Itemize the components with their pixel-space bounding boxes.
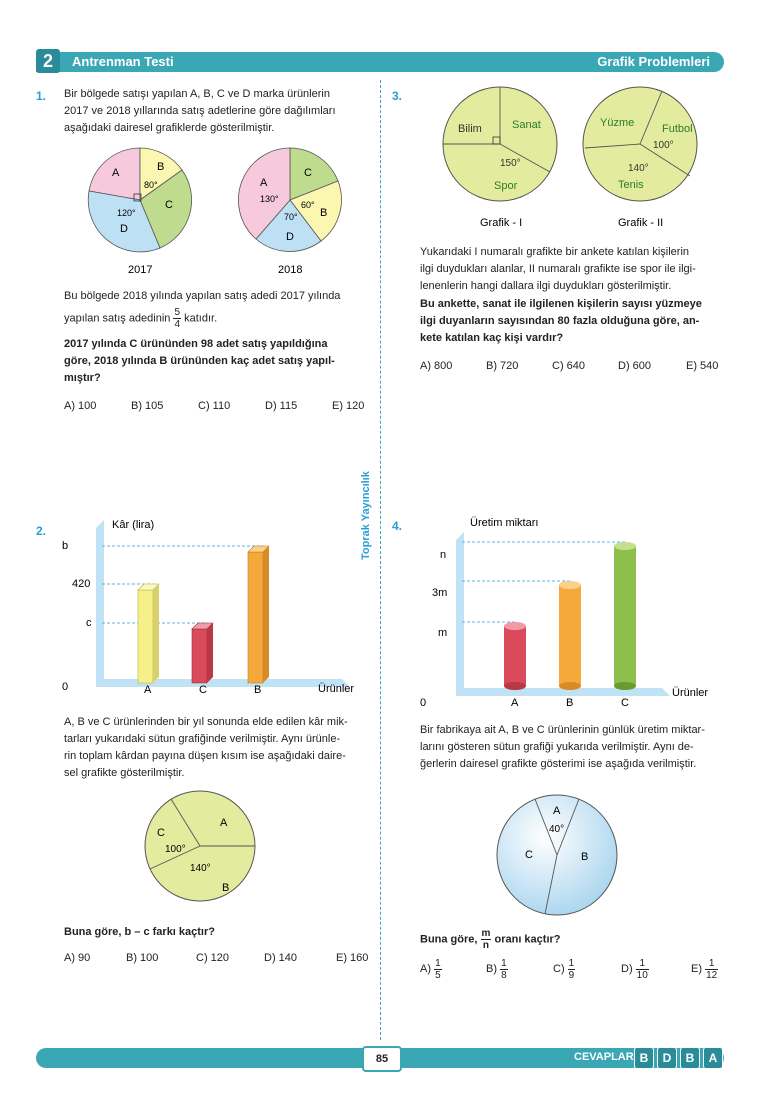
- option-fraction: [500, 958, 508, 981]
- answer-2: D: [657, 1047, 677, 1069]
- q4-fraction: [481, 928, 492, 951]
- y-axis-wall: [96, 520, 104, 687]
- tick-n: n: [440, 549, 447, 561]
- x-axis-label: Ürünler: [318, 683, 355, 695]
- cylinder-c: [614, 542, 636, 690]
- cyl-c-body: [614, 546, 636, 686]
- frac-denominator: 4: [174, 319, 181, 330]
- q4-intro: [420, 722, 730, 773]
- caption-grafik-2: Grafik - II: [618, 217, 664, 229]
- label-sanat: Sanat: [512, 119, 541, 131]
- q4-number: 4.: [392, 519, 403, 533]
- q3-options: [420, 360, 718, 372]
- q1-ratio-text: [64, 288, 369, 330]
- label-tenis: Tenis: [618, 179, 644, 191]
- q4-pie-chart: [495, 792, 625, 922]
- x-axis-floor: [96, 679, 350, 687]
- q4-question-part: Buna göre,: [420, 933, 478, 946]
- year-2018: 2018: [278, 264, 303, 276]
- q4-intro-line: larını gösteren sütun grafiği yukarıda verilmiştir. Aynı de-: [420, 741, 694, 753]
- frac-denominator: 5: [435, 970, 441, 981]
- frac-denominator: 9: [568, 970, 575, 981]
- option-b[interactable]: [486, 958, 553, 981]
- cyl-b-body: [559, 585, 581, 686]
- tick-m: m: [438, 627, 448, 639]
- frac-numerator: m: [481, 928, 491, 939]
- x-label-c: C: [621, 697, 629, 709]
- cylinder-b: [559, 581, 581, 690]
- label-a: A: [553, 805, 561, 817]
- caption-grafik-1: Grafik - I: [480, 217, 523, 229]
- cyl-a-base: [504, 682, 526, 690]
- y-axis-label: Kâr (lira): [112, 519, 155, 531]
- q1-number: 1.: [36, 89, 47, 103]
- pie-2017: [88, 148, 191, 276]
- q1-options: [64, 400, 364, 412]
- option-a[interactable]: A) 800: [420, 360, 453, 372]
- publisher-label: Toprak Yayıncılık: [360, 471, 372, 560]
- x-label-b: B: [566, 697, 574, 709]
- answer-4: A: [703, 1047, 723, 1069]
- angle-100: 100°: [165, 844, 186, 855]
- q3-question: [420, 296, 730, 347]
- q2-options: [64, 952, 368, 964]
- angle-100: 100°: [653, 140, 674, 151]
- q3-intro-line: lenenlerin hangi dallara ilgi duydukları gösterilmiştir.: [420, 280, 672, 292]
- angle-140: 140°: [190, 863, 211, 874]
- q1-text-part: yapılan satış adedinin: [64, 312, 171, 325]
- label-c: C: [157, 827, 165, 839]
- cylinder-a: [504, 622, 526, 690]
- tick-0: 0: [62, 681, 69, 693]
- option-c[interactable]: C) 640: [552, 360, 586, 372]
- header-topic: Grafik Problemleri: [597, 54, 710, 69]
- x-label-a: A: [511, 697, 519, 709]
- x-label-b: B: [254, 684, 262, 696]
- grafik-2: [583, 87, 697, 229]
- option-a[interactable]: A) 100: [64, 400, 97, 412]
- q2-intro-line: A, B ve C ürünlerinden bir yıl sonunda elde edilen kâr mik-: [64, 716, 348, 728]
- angle-40: 40°: [549, 824, 565, 835]
- option-d[interactable]: D) 140: [264, 952, 298, 964]
- q3-question-line: ilgi duyanların sayısından 80 fazla olduğuna göre, an-: [420, 315, 700, 327]
- option-e[interactable]: [691, 958, 718, 981]
- page-header: [36, 52, 724, 72]
- label-b: B: [581, 851, 589, 863]
- tick-3m: 3m: [432, 587, 448, 599]
- frac-denominator: n: [482, 940, 490, 951]
- q4-question: [420, 928, 561, 951]
- q1-intro-line: 2017 ve 2018 yıllarında satış adetlerine göre dağılımları: [64, 105, 336, 117]
- label-bilim: Bilim: [458, 123, 482, 135]
- q3-pie-charts: [440, 84, 710, 234]
- answers-label: CEVAPLAR: [574, 1051, 634, 1063]
- y-axis-wall: [456, 532, 464, 696]
- unit-number: 2: [36, 49, 60, 73]
- q3-number: 3.: [392, 89, 403, 103]
- bar-c-side: [207, 623, 213, 683]
- label-a: A: [112, 167, 120, 179]
- q3-question-line: Bu ankette, sanat ile ilgilenen kişilerin sayısı yüzmeye: [420, 298, 702, 310]
- frac-numerator: 1: [501, 958, 507, 969]
- q2-intro-line: sel grafikte gösterilmiştir.: [64, 767, 185, 779]
- option-b[interactable]: B) 720: [486, 360, 519, 372]
- q1-intro-line: Bir bölgede satışı yapılan A, B, C ve D marka ürünlerin: [64, 88, 330, 100]
- q1-pie-charts: [82, 140, 362, 280]
- cyl-c-top: [614, 542, 636, 550]
- tick-c: c: [86, 617, 92, 629]
- page-number: 85: [362, 1046, 402, 1072]
- tick-420: 420: [72, 578, 91, 590]
- x-axis-label: Ürünler: [672, 687, 709, 699]
- q2-intro-line: tarları yukarıdaki sütun grafiğinde verilmiştir. Aynı ürünle-: [64, 733, 341, 745]
- q1-question-line: 2017 yılında C ürününden 98 adet satış yapıldığına: [64, 338, 328, 350]
- grafik-1: [443, 87, 557, 229]
- pie-2018: [238, 148, 341, 276]
- q2-bar-chart: [60, 515, 370, 700]
- option-d[interactable]: D) 115: [265, 400, 298, 412]
- answer-3: B: [680, 1047, 700, 1069]
- q4-question-part: oranı kaçtır?: [494, 933, 561, 946]
- q4-options: [420, 958, 718, 981]
- q3-intro-line: Yukarıdaki I numaralı grafikte bir ankete katılan kişilerin: [420, 246, 690, 258]
- bar-b-side: [263, 546, 269, 683]
- label-a: A: [260, 177, 268, 189]
- frac-numerator: 5: [174, 307, 181, 318]
- option-c[interactable]: [553, 958, 621, 981]
- q1-intro-line: aşağıdaki dairesel grafiklerde gösterilmiştir.: [64, 122, 275, 134]
- q3-intro-line: ilgi duydukları alanlar, II numaralı grafikte ise spor ile ilgi-: [420, 263, 696, 275]
- option-fraction: [705, 958, 718, 981]
- q1-text-line: Bu bölgede 2018 yılında yapılan satış adedi 2017 yılında: [64, 290, 341, 302]
- option-label: B): [486, 963, 497, 976]
- x-label-a: A: [144, 684, 152, 696]
- q1-question-line: mıştır?: [64, 372, 101, 384]
- q2-intro-line: rin toplam kârdan payına düşen kısım ise aşağıdaki daire-: [64, 750, 346, 762]
- frac-denominator: 10: [636, 970, 648, 981]
- q4-intro-line: Bir fabrikaya ait A, B ve C ürünlerinin günlük üretim miktar-: [420, 724, 705, 736]
- q4-bar-chart: [420, 512, 720, 712]
- option-e[interactable]: E) 120: [332, 400, 365, 412]
- cyl-a-top: [504, 622, 526, 630]
- option-a[interactable]: A) 90: [64, 952, 91, 964]
- bar-a-front: [138, 590, 153, 683]
- label-c: C: [525, 849, 533, 861]
- label-futbol: Futbol: [662, 123, 693, 135]
- q1-text-line: [64, 307, 369, 330]
- angle-a: 130°: [260, 194, 279, 204]
- angle-d: 120°: [117, 208, 136, 218]
- q1-fraction: [173, 307, 181, 330]
- option-b[interactable]: B) 105: [131, 400, 164, 412]
- label-d: D: [120, 223, 128, 235]
- x-label-c: C: [199, 684, 207, 696]
- label-b: B: [222, 882, 230, 894]
- bar-a-side: [153, 584, 159, 683]
- option-fraction: [434, 958, 442, 981]
- label-spor: Spor: [494, 180, 518, 192]
- page-footer: [36, 1048, 724, 1068]
- frac-numerator: 1: [705, 958, 718, 970]
- label-d: D: [286, 231, 294, 243]
- option-d[interactable]: D) 600: [618, 360, 652, 372]
- frac-numerator: 1: [636, 958, 649, 970]
- q2-number: 2.: [36, 524, 47, 538]
- angle-b: 60°: [301, 200, 315, 210]
- option-label: A): [420, 963, 431, 976]
- label-c: C: [165, 199, 173, 211]
- bar-a: [138, 584, 159, 683]
- option-label: C): [553, 963, 565, 976]
- answer-1: B: [634, 1047, 654, 1069]
- option-d[interactable]: [621, 958, 691, 981]
- y-axis-label: Üretim miktarı: [470, 517, 539, 529]
- option-c[interactable]: C) 120: [196, 952, 230, 964]
- label-b: B: [320, 207, 328, 219]
- bar-b-front: [248, 552, 263, 683]
- q3-intro: [420, 244, 725, 295]
- q1-question: [64, 336, 374, 387]
- tick-b: b: [62, 540, 69, 552]
- cyl-b-base: [559, 682, 581, 690]
- header-title: Antrenman Testi: [72, 54, 174, 69]
- option-e[interactable]: E) 540: [686, 360, 719, 372]
- angle-150: 150°: [500, 158, 521, 169]
- x-axis-floor: [456, 688, 670, 696]
- q1-text-part: katıdır.: [184, 312, 218, 325]
- frac-denominator: 8: [501, 970, 507, 981]
- cyl-b-top: [559, 581, 581, 589]
- year-2017: 2017: [128, 264, 153, 276]
- frac-denominator: 12: [706, 970, 718, 981]
- angle-d: 70°: [284, 212, 298, 222]
- option-c[interactable]: C) 110: [198, 400, 231, 412]
- label-yuzme: Yüzme: [600, 117, 635, 129]
- label-a: A: [220, 817, 228, 829]
- label-b: B: [157, 161, 165, 173]
- q2-pie-chart: [140, 788, 270, 908]
- frac-numerator: 1: [568, 958, 575, 969]
- option-a[interactable]: [420, 958, 486, 981]
- q2-intro: [64, 714, 374, 782]
- label-c: C: [304, 167, 312, 179]
- option-label: D): [621, 963, 633, 976]
- bar-b: [248, 546, 269, 683]
- frac-numerator: 1: [435, 958, 441, 969]
- angle-140: 140°: [628, 163, 649, 174]
- q3-question-line: kete katılan kaç kişi vardır?: [420, 332, 564, 344]
- cyl-c-base: [614, 682, 636, 690]
- bar-c-front: [192, 629, 207, 683]
- tick-0: 0: [420, 697, 427, 709]
- q2-question: Buna göre, b – c farkı kaçtır?: [64, 926, 215, 938]
- q1-intro: [64, 86, 369, 137]
- bar-c: [192, 623, 213, 683]
- option-e[interactable]: E) 160: [336, 952, 369, 964]
- angle-b: 80°: [144, 180, 158, 190]
- column-divider: [380, 80, 381, 1040]
- option-label: E): [691, 963, 702, 976]
- cyl-a-body: [504, 626, 526, 686]
- option-b[interactable]: B) 100: [126, 952, 159, 964]
- q4-intro-line: ğerlerin dairesel grafikte gösterimi ise aşağıda verilmiştir.: [420, 758, 697, 770]
- q1-question-line: göre, 2018 yılında B ürününden kaç adet satış yapıl-: [64, 355, 335, 367]
- option-fraction: [636, 958, 649, 981]
- option-fraction: [568, 958, 576, 981]
